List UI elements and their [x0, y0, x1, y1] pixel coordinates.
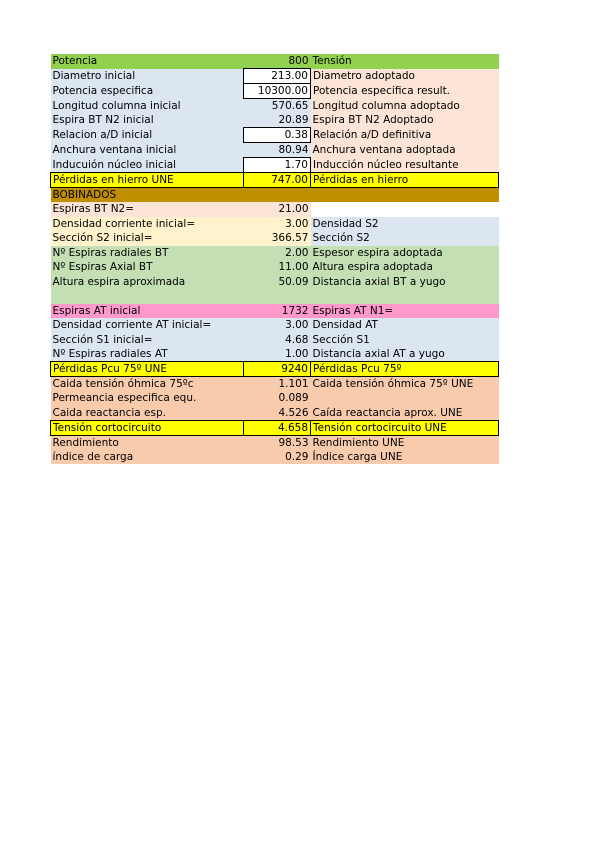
row-result-label-cell[interactable]: Densidad S2 — [311, 217, 499, 232]
row-result-label-cell[interactable]: Longitud columna adoptado — [311, 99, 499, 114]
sheet-row — [51, 362, 499, 377]
row-label-cell[interactable]: Potencia especifica — [51, 84, 244, 99]
row-result-label-cell[interactable]: Diametro adoptado — [311, 69, 499, 84]
row-value-cell[interactable] — [244, 289, 311, 304]
row-result-label-cell[interactable]: Espiras AT N1= — [311, 304, 499, 319]
row-value-cell[interactable]: 0.38 — [244, 128, 311, 143]
row-label-cell[interactable]: Sección S1 inicial= — [51, 333, 244, 348]
row-value-cell[interactable]: 21.00 — [244, 202, 311, 217]
sheet-row — [51, 143, 499, 158]
sheet-row — [51, 158, 499, 173]
row-value-cell[interactable]: 4.68 — [244, 333, 311, 348]
spreadsheet-body — [51, 54, 499, 464]
row-result-label-cell[interactable] — [311, 188, 499, 203]
sheet-row — [51, 391, 499, 406]
sheet-row — [51, 84, 499, 99]
row-label-cell[interactable]: Pérdidas en hierro UNE — [51, 173, 244, 188]
row-label-cell[interactable]: Nº Espiras radiales AT — [51, 347, 244, 362]
row-value-cell[interactable]: 747.00 — [244, 173, 311, 188]
row-value-cell[interactable]: 50.09 — [244, 275, 311, 290]
sheet-row — [51, 202, 499, 217]
sheet-row — [51, 246, 499, 261]
row-value-cell[interactable]: 3.00 — [244, 217, 311, 232]
row-label-cell[interactable]: índice de carga — [51, 450, 244, 465]
row-result-label-cell[interactable]: Tensión cortocircuito UNE — [311, 420, 499, 435]
sheet-row — [51, 304, 499, 319]
row-value-cell[interactable]: 0.29 — [244, 450, 311, 465]
row-value-cell[interactable]: 366.57 — [244, 231, 311, 246]
row-result-label-cell[interactable]: Altura espira adoptada — [311, 260, 499, 275]
row-value-cell[interactable]: 0.089 — [244, 391, 311, 406]
row-result-label-cell[interactable] — [311, 391, 499, 406]
row-result-label-cell[interactable]: Caída reactancia aprox. UNE — [311, 406, 499, 421]
row-value-cell[interactable]: 1.101 — [244, 377, 311, 392]
row-value-cell[interactable]: 1732 — [244, 304, 311, 319]
row-value-cell[interactable]: 10300.00 — [244, 84, 311, 99]
row-label-cell[interactable]: Inducuión núcleo inicial — [51, 158, 244, 173]
row-result-label-cell[interactable]: Distancia axial AT a yugo — [311, 347, 499, 362]
sheet-row — [51, 435, 499, 450]
row-value-cell[interactable]: 2.00 — [244, 246, 311, 261]
sheet-row — [51, 99, 499, 114]
row-label-cell[interactable]: Altura espira aproximada — [51, 275, 244, 290]
row-label-cell[interactable]: Permeancia especifica equ. — [51, 391, 244, 406]
row-result-label-cell[interactable]: Sección S2 — [311, 231, 499, 246]
sheet-row — [51, 275, 499, 290]
row-label-cell[interactable]: Diametro inicial — [51, 69, 244, 84]
sheet-row — [51, 333, 499, 348]
row-result-label-cell[interactable]: Pérdidas Pcu 75º — [311, 362, 499, 377]
row-result-label-cell[interactable]: Densidad AT — [311, 318, 499, 333]
row-label-cell[interactable]: Densidad corriente AT inicial= — [51, 318, 244, 333]
row-value-cell[interactable]: 1.00 — [244, 347, 311, 362]
row-result-label-cell[interactable]: Inducción núcleo resultante — [311, 158, 499, 173]
row-label-cell[interactable]: Sección S2 inicial= — [51, 231, 244, 246]
row-result-label-cell[interactable]: Potencia especifica result. — [311, 84, 499, 99]
row-label-cell[interactable]: Espiras BT N2= — [51, 202, 244, 217]
row-label-cell[interactable]: Pérdidas Pcu 75º UNE — [51, 362, 244, 377]
row-label-cell[interactable]: Longitud columna inicial — [51, 99, 244, 114]
sheet-row — [51, 54, 499, 69]
row-value-cell[interactable]: 1.70 — [244, 158, 311, 173]
row-label-cell[interactable]: Tensión cortocircuito — [51, 420, 244, 435]
row-label-cell[interactable]: Densidad corriente inicial= — [51, 217, 244, 232]
row-label-cell[interactable]: Rendimiento — [51, 435, 244, 450]
row-result-label-cell[interactable] — [311, 202, 499, 217]
row-label-cell[interactable]: Nº Espiras radiales BT — [51, 246, 244, 261]
sheet-row — [51, 173, 499, 188]
row-value-cell[interactable]: 213.00 — [244, 69, 311, 84]
row-value-cell[interactable]: 3.00 — [244, 318, 311, 333]
sheet-row — [51, 231, 499, 246]
row-result-label-cell[interactable]: Sección S1 — [311, 333, 499, 348]
row-result-label-cell[interactable]: Tensión — [311, 54, 499, 69]
row-result-label-cell[interactable]: Espesor espira adoptada — [311, 246, 499, 261]
row-value-cell[interactable]: 20.89 — [244, 113, 311, 128]
row-label-cell[interactable]: Potencia — [51, 54, 244, 69]
row-label-cell[interactable] — [51, 289, 244, 304]
sheet-row — [51, 318, 499, 333]
sheet-row — [51, 347, 499, 362]
row-label-cell[interactable]: Anchura ventana inicial — [51, 143, 244, 158]
row-label-cell[interactable]: Caida tensión óhmica 75ºc — [51, 377, 244, 392]
row-result-label-cell[interactable] — [311, 289, 499, 304]
row-label-cell[interactable]: Relacion a/D inicial — [51, 128, 244, 143]
row-result-label-cell[interactable]: Rendimiento UNE — [311, 435, 499, 450]
row-result-label-cell[interactable]: Caida tensión óhmica 75º UNE — [311, 377, 499, 392]
row-value-cell[interactable]: 570.65 — [244, 99, 311, 114]
row-value-cell[interactable]: 4.658 — [244, 420, 311, 435]
row-value-cell[interactable] — [244, 188, 311, 203]
sheet-row — [51, 188, 499, 203]
row-value-cell[interactable]: 80.94 — [244, 143, 311, 158]
row-value-cell[interactable]: 98.53 — [244, 435, 311, 450]
spreadsheet-table — [50, 54, 499, 464]
row-result-label-cell[interactable]: Pérdidas en hierro — [311, 173, 499, 188]
row-label-cell[interactable]: Nº Espiras Axial BT — [51, 260, 244, 275]
row-result-label-cell[interactable]: Espira BT N2 Adoptado — [311, 113, 499, 128]
sheet-row — [51, 217, 499, 232]
sheet-row — [51, 260, 499, 275]
sheet-row — [51, 377, 499, 392]
row-result-label-cell[interactable]: Distancia axial BT a yugo — [311, 275, 499, 290]
sheet-row — [51, 128, 499, 143]
sheet-row — [51, 420, 499, 435]
row-label-cell[interactable]: Espiras AT inicial — [51, 304, 244, 319]
row-result-label-cell[interactable]: Índice carga UNE — [311, 450, 499, 465]
sheet-row — [51, 406, 499, 421]
sheet-row — [51, 69, 499, 84]
row-value-cell[interactable]: 9240 — [244, 362, 311, 377]
row-result-label-cell[interactable]: Relación a/D definitiva — [311, 128, 499, 143]
row-label-cell[interactable]: Caida reactancia esp. — [51, 406, 244, 421]
row-value-cell[interactable]: 11.00 — [244, 260, 311, 275]
sheet-row — [51, 113, 499, 128]
row-value-cell[interactable]: 800 — [244, 54, 311, 69]
row-result-label-cell[interactable]: Anchura ventana adoptada — [311, 143, 499, 158]
row-label-cell[interactable]: Espira BT N2 inicial — [51, 113, 244, 128]
sheet-row — [51, 289, 499, 304]
row-label-cell[interactable]: BOBINADOS — [51, 188, 244, 203]
row-value-cell[interactable]: 4.526 — [244, 406, 311, 421]
sheet-row — [51, 450, 499, 465]
